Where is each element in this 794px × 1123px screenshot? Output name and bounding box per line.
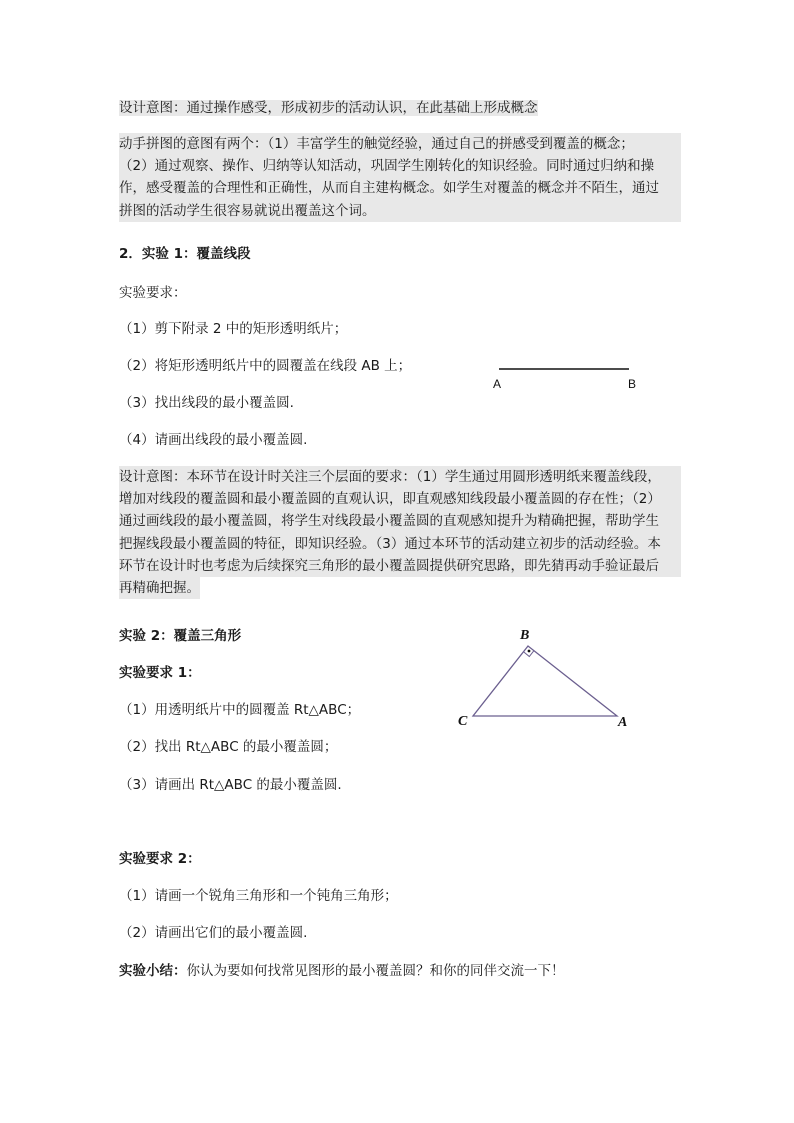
experiment-2-requirements-2-label: 实验要求 2： — [119, 851, 201, 867]
experiment-2-requirements-1-label: 实验要求 1： — [119, 665, 201, 681]
experiment-summary — [119, 960, 565, 982]
experiment-1-heading: 2．实验 1：覆盖线段 — [119, 246, 251, 262]
experiment-2-item: （2）找出 Rt△ABC 的最小覆盖圆； — [119, 739, 338, 755]
paragraph-line: 动手拼图的意图有两个：（1）丰富学生的触觉经验，通过自己的拼感受到覆盖的概念； — [119, 133, 681, 155]
triangle-abc — [473, 646, 617, 716]
vertex-c-label: C — [458, 714, 468, 729]
experiment-2-item: （3）请画出 Rt△ABC 的最小覆盖圆. — [119, 777, 342, 793]
paragraph-line: 作，感受覆盖的合理性和正确性，从而自主建构概念。如学生对覆盖的概念并不陌生，通过 — [119, 177, 681, 199]
puzzle-intent-paragraph — [119, 133, 681, 222]
experiment-1-item: （1）剪下附录 2 中的矩形透明纸片； — [119, 321, 348, 337]
design-intent-2-paragraph — [119, 466, 681, 599]
experiment-2-item: （1）请画一个锐角三角形和一个钝角三角形； — [119, 888, 398, 904]
experiment-1-item: （2）将矩形透明纸片中的圆覆盖在线段 AB 上； — [119, 358, 412, 374]
segment-ab-figure — [480, 355, 650, 400]
paragraph-line: 通过画线段的最小覆盖圆，将学生对线段最小覆盖圆的直观感知提升为精确把握，帮助学生 — [119, 510, 681, 532]
experiment-2-heading: 实验 2：覆盖三角形 — [119, 628, 242, 644]
experiment-1-item: （3）找出线段的最小覆盖圆. — [119, 395, 294, 411]
summary-text: 你认为要如何找常见图形的最小覆盖圆？和你的同伴交流一下！ — [186, 963, 565, 979]
right-triangle-abc-figure — [450, 622, 640, 734]
experiment-2-item: （2）请画出它们的最小覆盖圆. — [119, 925, 308, 941]
paragraph-line: 拼图的活动学生很容易就说出覆盖这个词。 — [119, 200, 681, 222]
paragraph-line: 环节在设计时也考虑为后续探究三角形的最小覆盖圆提供研究思路，即先猜再动手验证最后 — [119, 555, 681, 577]
point-b-label: B — [628, 377, 637, 391]
paragraph-line: （2）通过观察、操作、归纳等认知活动，巩固学生刚转化的知识经验。同时通过归纳和操 — [119, 155, 681, 177]
vertex-a-label: A — [618, 715, 628, 730]
paragraph-line: 增加对线段的覆盖圆和最小覆盖圆的直观认识，即直观感知线段最小覆盖圆的存在性；（2） — [119, 488, 681, 510]
experiment-2-item: （1）用透明纸片中的圆覆盖 Rt△ABC； — [119, 702, 361, 718]
paragraph-line: 把握线段最小覆盖圆的特征，即知识经验。（3）通过本环节的活动建立初步的活动经验。本 — [119, 533, 681, 555]
right-angle-dot — [528, 650, 531, 653]
paragraph-line: 设计意图：本环节在设计时关注三个层面的要求：（1）学生通过用圆形透明纸来覆盖线段， — [119, 466, 681, 488]
point-a-label: A — [493, 377, 502, 391]
vertex-b-label: B — [520, 628, 530, 643]
summary-label: 实验小结： — [119, 963, 187, 979]
paragraph-line: 再精确把握。 — [119, 577, 200, 599]
experiment-1-item: （4）请画出线段的最小覆盖圆. — [119, 432, 308, 448]
design-intent-1: 设计意图：通过操作感受，形成初步的活动认识，在此基础上形成概念 — [119, 100, 538, 116]
experiment-1-requirements-label: 实验要求： — [119, 285, 187, 301]
